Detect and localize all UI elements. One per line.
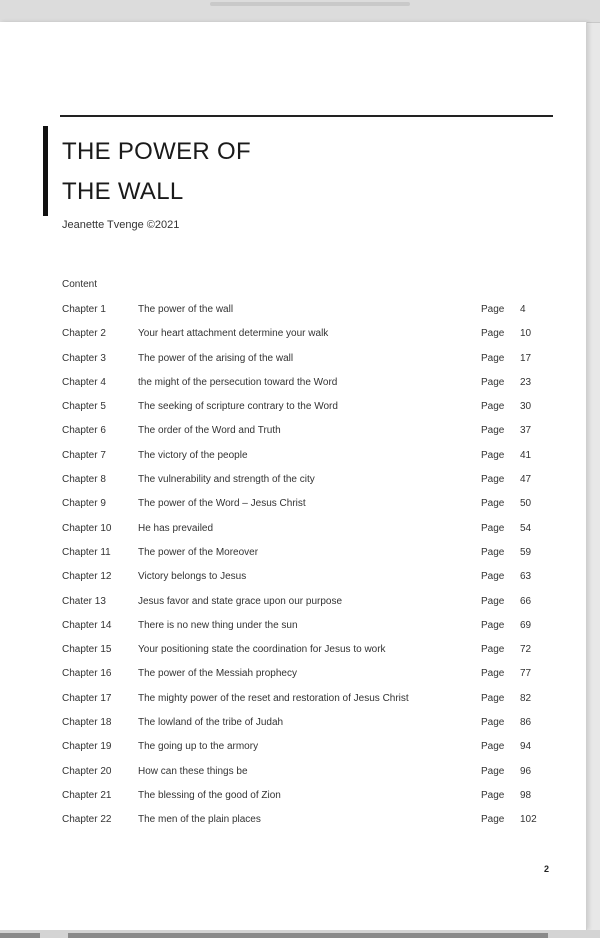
toc-chapter: Chapter 7 xyxy=(62,449,106,461)
toc-chapter-title: The order of the Word and Truth xyxy=(138,425,281,437)
toc-chapter-title: The victory of the people xyxy=(138,449,248,461)
document-title-line-1: THE POWER OF xyxy=(62,138,251,165)
toc-chapter-title: The lowland of the tribe of Judah xyxy=(138,717,284,729)
toc-row xyxy=(0,474,586,498)
toc-chapter: Chapter 14 xyxy=(62,619,112,631)
toc-row xyxy=(0,401,586,425)
toc-chapter: Chapter 5 xyxy=(62,401,106,413)
toc-chapter-title: The men of the plain places xyxy=(138,814,261,826)
toc-page-label: Page xyxy=(481,522,505,534)
toc-page-label: Page xyxy=(481,595,505,607)
toc-chapter-title: The power of the Messiah prophecy xyxy=(138,668,297,680)
toc-page-label: Page xyxy=(481,474,505,486)
toc-row xyxy=(0,498,586,522)
toc-chapter: Chapter 2 xyxy=(62,328,106,340)
toc-page-number: 82 xyxy=(520,692,532,704)
toc-page-number: 98 xyxy=(520,789,532,801)
page-number: 2 xyxy=(544,864,550,874)
toc-page-number: 59 xyxy=(520,546,532,558)
toc-page-label: Page xyxy=(481,401,505,413)
toc-chapter: Chapter 8 xyxy=(62,474,106,486)
toc-chapter: Chapter 12 xyxy=(62,571,112,583)
content-heading: Content xyxy=(62,279,98,290)
toc-page-number: 17 xyxy=(520,352,532,364)
toc-chapter-title: The seeking of scripture contrary to the Word xyxy=(138,401,338,413)
toc-chapter-title: There is no new thing under the sun xyxy=(138,619,298,631)
toc-page-label: Page xyxy=(481,328,505,340)
toc-chapter-title: The power of the Word – Jesus Christ xyxy=(138,498,306,510)
toc-chapter-title: Jesus favor and state grace upon our purpose xyxy=(138,595,343,607)
toc-chapter-title: The mighty power of the reset and restoration of Jesus Christ xyxy=(138,692,409,704)
toc-row xyxy=(0,717,586,741)
toc-row xyxy=(0,620,586,644)
toc-page-number: 10 xyxy=(520,328,532,340)
toc-page-number: 4 xyxy=(520,304,526,315)
toc-row xyxy=(0,644,586,668)
toc-chapter: Chapter 16 xyxy=(62,668,112,680)
toc-chapter-title: The power of the arising of the wall xyxy=(138,352,294,364)
toc-chapter-title: Your positioning state the coordination for Jesus to work xyxy=(138,644,386,656)
toc-chapter-title: The vulnerability and strength of the city xyxy=(138,474,315,486)
toc-page-number: 66 xyxy=(520,595,532,607)
toc-chapter: Chapter 20 xyxy=(62,765,112,777)
toc-chapter: Chapter 3 xyxy=(62,352,106,364)
toc-row xyxy=(0,766,586,790)
toc-row xyxy=(0,668,586,692)
toc-chapter: Chapter 1 xyxy=(62,304,106,315)
title-accent-bar xyxy=(43,126,48,216)
toc-page-label: Page xyxy=(481,352,505,364)
toc-chapter: Chater 13 xyxy=(62,595,106,607)
toc-page-label: Page xyxy=(481,425,505,437)
toc-page-number: 94 xyxy=(520,741,532,753)
toc-page-number: 41 xyxy=(520,449,532,461)
toc-chapter: Chapter 19 xyxy=(62,741,112,753)
viewer-bottom-tab-left xyxy=(0,933,40,938)
toc-page-number: 54 xyxy=(520,522,532,534)
toc-chapter: Chapter 9 xyxy=(62,498,106,510)
toc-chapter: Chapter 11 xyxy=(62,546,111,558)
toc-row xyxy=(0,450,586,474)
toc-chapter: Chapter 6 xyxy=(62,425,106,437)
title-rule xyxy=(60,115,553,117)
toc-page-label: Page xyxy=(481,741,505,753)
toc-row xyxy=(0,571,586,595)
toc-chapter-title: Victory belongs to Jesus xyxy=(138,571,247,583)
toc-row xyxy=(0,741,586,765)
toc-chapter: Chapter 22 xyxy=(62,814,112,826)
toc-page-number: 77 xyxy=(520,668,532,680)
toc-page-label: Page xyxy=(481,449,505,461)
toc-chapter-title: He has prevailed xyxy=(138,522,214,534)
toc-chapter-title: The power of the wall xyxy=(138,304,234,315)
toc-chapter-title: Your heart attachment determine your walk xyxy=(138,328,329,340)
toc-page-number: 72 xyxy=(520,644,532,656)
viewer-bottom-strip xyxy=(0,930,600,938)
toc-page-number: 86 xyxy=(520,717,532,729)
toc-page-label: Page xyxy=(481,376,505,388)
toc-row xyxy=(0,693,586,717)
toc-row xyxy=(0,790,586,814)
table-of-contents xyxy=(0,304,586,839)
toc-page-label: Page xyxy=(481,717,505,729)
toc-row xyxy=(0,814,586,838)
toc-chapter: Chapter 17 xyxy=(62,692,112,704)
document-title-line-2: THE WALL xyxy=(62,178,184,205)
toc-row xyxy=(0,304,586,328)
toc-chapter-title: The power of the Moreover xyxy=(138,546,259,558)
toc-page-label: Page xyxy=(481,619,505,631)
toc-page-label: Page xyxy=(481,546,505,558)
toc-chapter-title: How can these things be xyxy=(138,765,248,777)
viewer-top-blur xyxy=(210,2,410,6)
toc-row xyxy=(0,328,586,352)
toc-page-number: 50 xyxy=(520,498,532,510)
toc-page-number: 30 xyxy=(520,401,532,413)
toc-chapter: Chapter 15 xyxy=(62,644,112,656)
viewer-bottom-tab-right xyxy=(68,933,548,938)
toc-page-label: Page xyxy=(481,304,505,315)
document-page xyxy=(0,22,587,930)
toc-page-number: 37 xyxy=(520,425,532,437)
toc-row xyxy=(0,377,586,401)
toc-chapter: Chapter 18 xyxy=(62,717,112,729)
toc-page-label: Page xyxy=(481,765,505,777)
toc-chapter: Chapter 10 xyxy=(62,522,112,534)
toc-row xyxy=(0,425,586,449)
toc-row xyxy=(0,596,586,620)
toc-page-number: 23 xyxy=(520,376,532,388)
toc-page-number: 69 xyxy=(520,619,532,631)
toc-chapter-title: The blessing of the good of Zion xyxy=(138,789,281,801)
toc-page-label: Page xyxy=(481,644,505,656)
toc-page-number: 102 xyxy=(520,814,537,826)
toc-page-label: Page xyxy=(481,692,505,704)
toc-row xyxy=(0,353,586,377)
toc-chapter-title: The going up to the armory xyxy=(138,741,259,753)
viewer-top-strip xyxy=(0,0,600,23)
toc-page-label: Page xyxy=(481,498,505,510)
toc-row xyxy=(0,547,586,571)
toc-chapter: Chapter 4 xyxy=(62,376,106,388)
toc-chapter: Chapter 21 xyxy=(62,789,112,801)
toc-page-number: 63 xyxy=(520,571,532,583)
toc-page-label: Page xyxy=(481,789,505,801)
toc-page-number: 96 xyxy=(520,765,532,777)
toc-chapter-title: the might of the persecution toward the Word xyxy=(138,376,338,388)
toc-page-label: Page xyxy=(481,571,505,583)
toc-page-label: Page xyxy=(481,668,505,680)
toc-page-number: 47 xyxy=(520,474,532,486)
toc-page-label: Page xyxy=(481,814,505,826)
toc-row xyxy=(0,523,586,547)
author-line: Jeanette Tvenge ©2021 xyxy=(62,219,180,231)
